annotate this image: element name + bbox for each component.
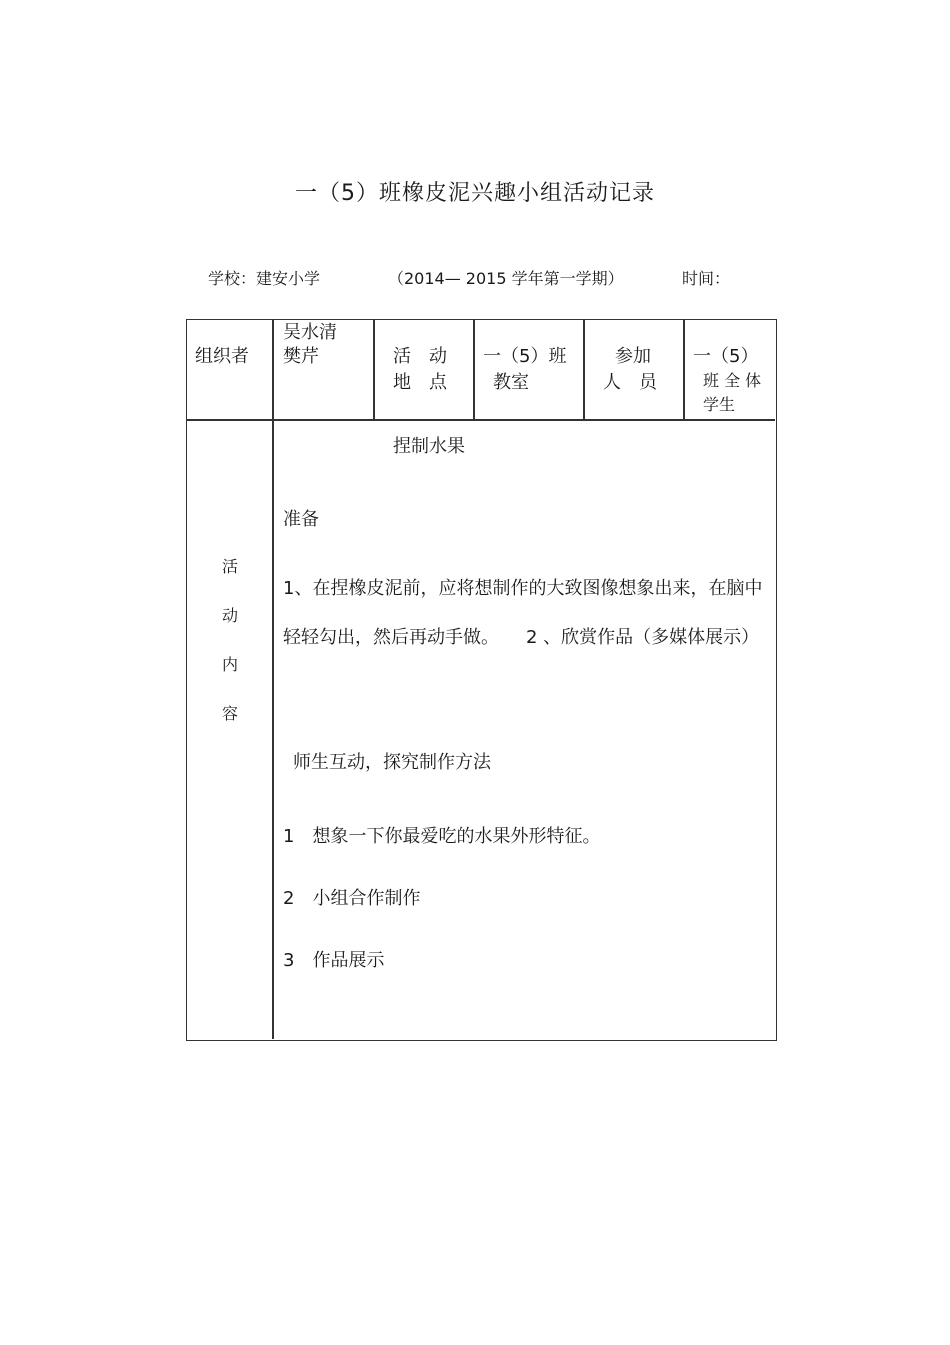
table-divider [373, 320, 375, 420]
table-divider [473, 320, 475, 420]
interaction-heading: 师生互动，探究制作方法 [293, 752, 491, 773]
step-item: 1 想象一下你最爱吃的水果外形特征。 [283, 826, 601, 847]
participants-label-line-2: 人 员 [603, 372, 657, 393]
term-label: （2014— 2015 学年第一学期） [388, 269, 624, 288]
participants-line-1: 一（5） [693, 346, 759, 367]
time-label: 时间： [682, 269, 731, 288]
activity-content-label-char: 动 [221, 606, 238, 625]
prep-heading: 准备 [283, 509, 319, 530]
location-line-2: 教室 [493, 372, 529, 393]
table-divider [187, 419, 775, 421]
activity-record-table [186, 319, 777, 1041]
page-title: 一（5）班橡皮泥兴趣小组活动记录 [295, 181, 655, 206]
activity-content-label-char: 内 [221, 655, 238, 674]
school-label: 学校：建安小学 [208, 269, 321, 288]
activity-content-label-char: 容 [221, 704, 238, 723]
organizer-label: 组织者 [195, 346, 249, 367]
location-label-line-2: 地 点 [393, 372, 447, 393]
location-line-1: 一（5）班 [483, 346, 567, 367]
location-label-line-1: 活 动 [393, 346, 447, 367]
table-divider [683, 320, 685, 420]
organizer-line-2: 樊芹 [283, 346, 319, 367]
participants-line-2: 班 全 体 [703, 371, 762, 390]
prep-text: 1、在捏橡皮泥前，应将想制作的大致图像想象出来，在脑中轻轻勾出，然后再动手做。 2 、欣赏作品（多媒体展示） [283, 578, 763, 648]
participants-label-line-1: 参加 [615, 346, 651, 367]
organizer-line-1: 吴水清 [283, 322, 337, 343]
activity-content-label [187, 542, 273, 738]
table-divider [583, 320, 585, 420]
step-item: 3 作品展示 [283, 950, 385, 971]
step-item: 2 小组合作制作 [283, 888, 421, 909]
participants-line-3: 学生 [703, 395, 736, 414]
activity-content-label-char: 活 [221, 557, 238, 576]
activity-topic: 捏制水果 [393, 436, 465, 457]
